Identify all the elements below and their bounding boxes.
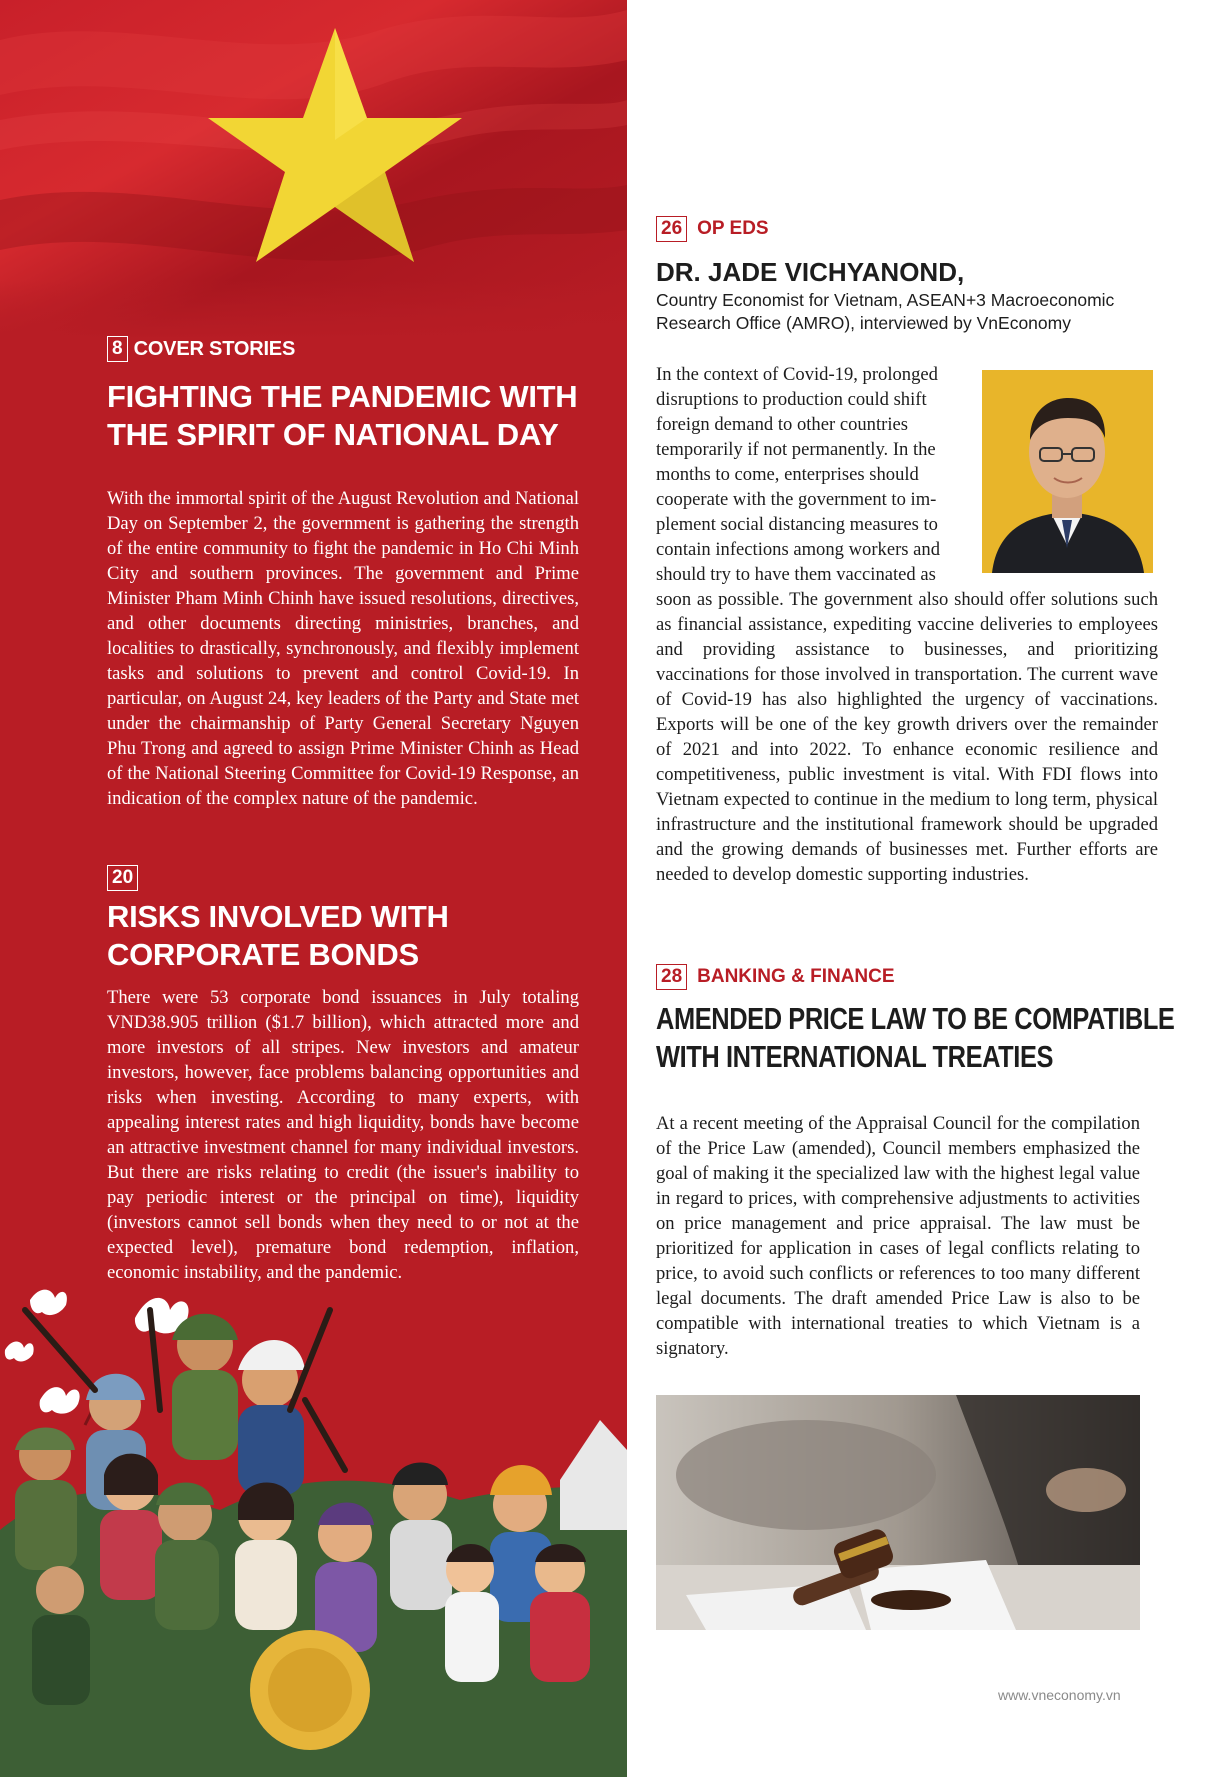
cover-story-title: FIGHTING THE PANDEMIC WITH THE SPIRIT OF NATIONAL DAY (107, 379, 578, 452)
section-label: COVER STORIES (133, 337, 296, 360)
page-number-badge: 20 (107, 865, 138, 891)
bonds-body: There were 53 corporate bond issuances in July totaling VND38.905 trillion ($1.7 billion), which attracted more and more investors of all stripes. New investors and amateur investors, however, face problems balancing opportunities and risks when investing. According to many experts, with appealing interest rates and high liquidity, bonds have become an attractive investment channel for many individual investors. But there are risks relating to credit (the issuer's inability to pay periodic interest or the principal on time), liquidity (investors cannot sell bonds when they need to or not at the expected level), premature bond redemption, inflation, economic instability, and the pandemic. (107, 987, 579, 1283)
price-law-title: AMENDED PRICE LAW TO BE COMPATIBLE WITH INTERNATIONAL TREATIES (656, 1001, 1175, 1074)
bonds-header (107, 865, 138, 891)
interviewee-name: DR. JADE VICHYANOND, (656, 257, 965, 287)
page-number-badge: 8 (107, 336, 128, 362)
price-law-body: At a recent meeting of the Appraisal Council for the compilation of the Price Law (amended), Council members emphasized the goal of making it the specialized law with the highest legal value in regard to prices, with comprehensive adjustments to activities on price management and price appraisal. The law must be prioritized for application in cases of legal conflicts relating to price, to avoid such conflicts or references to too many different legal documents. The draft amended Price Law is also to be compatible with international treaties to which Vietnam is a signatory. (656, 1113, 1140, 1359)
bonds-title: RISKS INVOLVED WITH CORPORATE BONDS (107, 899, 449, 972)
people-illustration (0, 1270, 627, 1777)
vietnam-flag-image (0, 0, 627, 340)
page-number-badge: 26 (656, 216, 687, 242)
site-url: www.vneconomy.vn (998, 1687, 1121, 1703)
page-number-badge: 28 (656, 964, 687, 990)
banking-header (656, 964, 895, 990)
gavel-photo (656, 1395, 1140, 1630)
op-eds-body-wrapped: In the context of Covid-19, prolonged disruptions to production could shift foreign demand to other countries temporarily if not permanently. In the months to come, enterprises should cooperate with the government to im- plement social distancing measures to contain infections among workers and should try to have them vaccinated as (656, 364, 940, 585)
section-label: BANKING & FINANCE (697, 966, 895, 987)
section-label: OP EDS (697, 218, 769, 239)
op-eds-header (656, 216, 769, 242)
cover-story-body: With the immortal spirit of the August Revolution and National Day on September 2, the government is gathering the strength of the entire community to fight the pandemic in Ho Chi Minh City and southern provinces. The government and Prime Minister Pham Minh Chinh have issued resolutions, directives, and other documents directing ministries, branches, and localities to drastically, synchronously, and flexibly implement tasks and solutions to prevent and control Covid-19. In particular, on August 24, key leaders of the Party and State met under the chairmanship of Party General Secretary Nguyen Phu Trong and agreed to assign Prime Minister Chinh as Head of the National Steering Committee for Covid-19 Response, an indication of the complex nature of the pandemic. (107, 488, 579, 809)
op-eds-body: soon as possible. The government also should offer solutions such as financial assistance, expediting vaccine deliveries to employees and providing assistance to businesses, and prioritizing vaccinations for those involved in transportation. The current wave of Covid-19 has also highlighted the urgency of vaccinations. Exports will be one of the key growth drivers over the remainder of 2021 and into 2022. To enhance economic resilience and competitiveness, public investment is vital. With FDI flows into Vietnam expected to continue in the medium to long term, physical infrastructure and the institutional framework should be upgraded and the growing demands of businesses met. Further efforts are needed to develop domestic supporting industries. (656, 589, 1158, 885)
cover-stories-header (107, 336, 295, 362)
interviewee-role: Country Economist for Vietnam, ASEAN+3 Macroeconomic Research Office (AMRO), interviewed by VnEconomy (656, 290, 1115, 333)
interviewee-portrait (982, 370, 1153, 573)
